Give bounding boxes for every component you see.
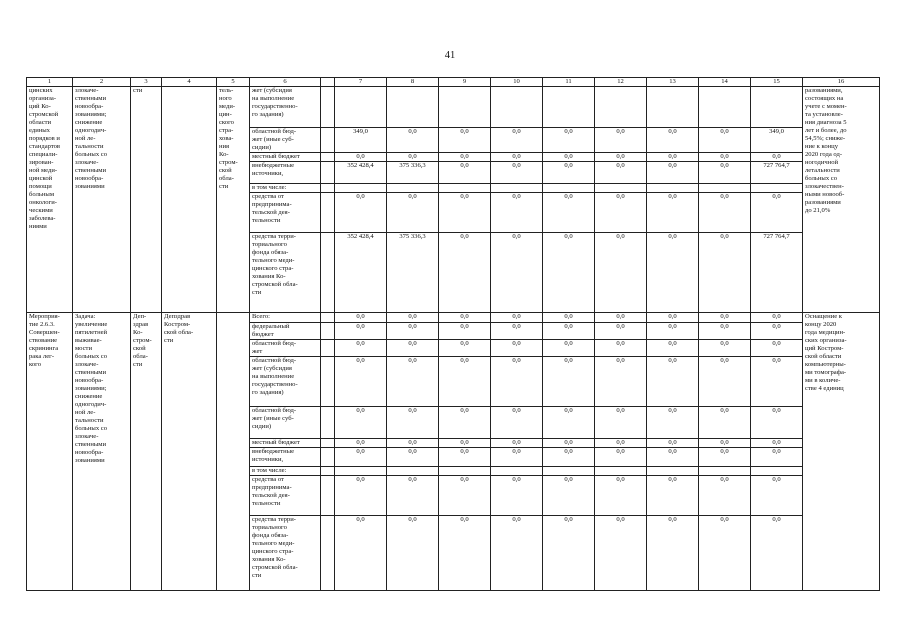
value-cell: 0,0 bbox=[543, 516, 595, 591]
funding-source-label: средства от предпринима- тельской дея- тельности bbox=[250, 193, 321, 233]
value-cell: 0,0 bbox=[699, 193, 751, 233]
value-cell: 0,0 bbox=[491, 340, 543, 357]
value-cell: 0,0 bbox=[543, 233, 595, 313]
value-cell: 0,0 bbox=[335, 516, 387, 591]
value-cell: 0,0 bbox=[543, 476, 595, 516]
value-cell: 0,0 bbox=[335, 340, 387, 357]
column-header-3: 3 bbox=[131, 78, 162, 87]
value-cell bbox=[387, 87, 439, 128]
value-cell bbox=[595, 184, 647, 193]
column-header-9: 8 bbox=[387, 78, 439, 87]
value-cell: 0,0 bbox=[439, 516, 491, 591]
value-cell: 0,0 bbox=[543, 448, 595, 467]
value-cell: 0,0 bbox=[543, 193, 595, 233]
spacer-cell bbox=[321, 323, 335, 340]
value-cell: 0,0 bbox=[647, 233, 699, 313]
value-cell: 0,0 bbox=[491, 516, 543, 591]
value-cell: 375 336,3 bbox=[387, 162, 439, 184]
value-cell: 0,0 bbox=[387, 193, 439, 233]
value-cell: 0,0 bbox=[439, 407, 491, 439]
value-cell: 0,0 bbox=[543, 128, 595, 153]
spacer-cell bbox=[321, 87, 335, 128]
value-cell: 0,0 bbox=[491, 128, 543, 153]
value-cell: 0,0 bbox=[439, 323, 491, 340]
spacer-cell bbox=[321, 467, 335, 476]
value-cell: 0,0 bbox=[647, 407, 699, 439]
value-cell bbox=[491, 87, 543, 128]
value-cell: 0,0 bbox=[543, 323, 595, 340]
program-table bbox=[26, 77, 880, 591]
value-cell: 352 428,4 bbox=[335, 162, 387, 184]
value-cell: 0,0 bbox=[595, 448, 647, 467]
value-cell bbox=[751, 184, 803, 193]
column-header-17: 16 bbox=[803, 78, 880, 87]
value-cell: 0,0 bbox=[751, 193, 803, 233]
table-row bbox=[27, 87, 880, 128]
value-cell: 0,0 bbox=[699, 476, 751, 516]
value-cell: 0,0 bbox=[543, 439, 595, 448]
column-header-8: 7 bbox=[335, 78, 387, 87]
spacer-cell bbox=[321, 516, 335, 591]
value-cell bbox=[647, 467, 699, 476]
value-cell: 0,0 bbox=[543, 162, 595, 184]
value-cell: 0,0 bbox=[439, 153, 491, 162]
value-cell: 0,0 bbox=[647, 193, 699, 233]
value-cell: 0,0 bbox=[647, 153, 699, 162]
spacer-cell bbox=[321, 162, 335, 184]
value-cell: 0,0 bbox=[595, 323, 647, 340]
value-cell: 0,0 bbox=[335, 153, 387, 162]
responsible-executor-cell: сти bbox=[131, 87, 162, 313]
value-cell: 0,0 bbox=[491, 439, 543, 448]
value-cell: 0,0 bbox=[439, 448, 491, 467]
value-cell: 0,0 bbox=[491, 323, 543, 340]
value-cell: 0,0 bbox=[335, 193, 387, 233]
value-cell bbox=[595, 467, 647, 476]
value-cell: 0,0 bbox=[439, 340, 491, 357]
value-cell: 0,0 bbox=[647, 323, 699, 340]
measure-name-cell: цинских организа- ций Ко- стромской области единых порядков и стандартов специали- зирован- ной меди- цинской помощи больным онкологи- ческими заболева- ниями bbox=[27, 87, 73, 313]
value-cell bbox=[751, 87, 803, 128]
funding-source-label: местный бюджет bbox=[250, 153, 321, 162]
value-cell: 0,0 bbox=[439, 313, 491, 323]
value-cell: 0,0 bbox=[439, 357, 491, 407]
value-cell: 0,0 bbox=[387, 407, 439, 439]
value-cell: 0,0 bbox=[387, 340, 439, 357]
value-cell: 0,0 bbox=[387, 516, 439, 591]
task-cell: злокаче- ственными новообра- зованиями; снижение одногодич- ной ле- тальности больных со злокаче- ственными новообра- зованиями bbox=[73, 87, 131, 313]
value-cell: 0,0 bbox=[647, 357, 699, 407]
funding-source-label: средства терри- ториального фонда обяза- тельного меди- цинского стра- хования Ко- стромской обла- сти bbox=[250, 233, 321, 313]
value-cell: 0,0 bbox=[387, 476, 439, 516]
value-cell: 0,0 bbox=[751, 448, 803, 467]
value-cell: 349,0 bbox=[751, 128, 803, 153]
value-cell bbox=[543, 467, 595, 476]
value-cell: 0,0 bbox=[699, 323, 751, 340]
value-cell bbox=[439, 467, 491, 476]
column-header-14: 13 bbox=[647, 78, 699, 87]
value-cell: 0,0 bbox=[595, 407, 647, 439]
spacer-cell bbox=[321, 439, 335, 448]
value-cell: 0,0 bbox=[595, 128, 647, 153]
value-cell: 0,0 bbox=[491, 313, 543, 323]
value-cell: 0,0 bbox=[387, 153, 439, 162]
column-header-5: 5 bbox=[217, 78, 250, 87]
value-cell bbox=[335, 87, 387, 128]
column-header-11: 10 bbox=[491, 78, 543, 87]
participant-cell: тель- ного меди- цин- ского стра- хова- ния Ко- стром- ской обла- сти bbox=[217, 87, 250, 313]
funding-source-label: внебюджетные источники, bbox=[250, 448, 321, 467]
value-cell: 0,0 bbox=[751, 323, 803, 340]
value-cell: 0,0 bbox=[751, 153, 803, 162]
spacer-cell bbox=[321, 184, 335, 193]
value-cell: 0,0 bbox=[491, 233, 543, 313]
value-cell: 0,0 bbox=[699, 448, 751, 467]
value-cell: 0,0 bbox=[699, 357, 751, 407]
value-cell: 0,0 bbox=[699, 516, 751, 591]
value-cell bbox=[699, 184, 751, 193]
spacer-cell bbox=[321, 153, 335, 162]
column-header-16: 15 bbox=[751, 78, 803, 87]
value-cell bbox=[543, 87, 595, 128]
value-cell: 0,0 bbox=[751, 407, 803, 439]
value-cell bbox=[491, 184, 543, 193]
value-cell: 0,0 bbox=[335, 357, 387, 407]
column-header-2: 2 bbox=[73, 78, 131, 87]
value-cell: 0,0 bbox=[699, 340, 751, 357]
co-executor-cell: Депздрав Костром- ской обла- сти bbox=[162, 313, 217, 591]
value-cell bbox=[439, 87, 491, 128]
value-cell: 0,0 bbox=[543, 313, 595, 323]
column-header-13: 12 bbox=[595, 78, 647, 87]
value-cell: 0,0 bbox=[751, 313, 803, 323]
funding-source-label: областной бюд- жет (иные суб- сидии) bbox=[250, 407, 321, 439]
value-cell: 0,0 bbox=[595, 153, 647, 162]
funding-source-label: средства терри- ториального фонда обяза- тельного меди- цинского стра- хования Ко- стромской обла- сти bbox=[250, 516, 321, 591]
value-cell bbox=[647, 87, 699, 128]
value-cell: 0,0 bbox=[647, 128, 699, 153]
value-cell: 0,0 bbox=[543, 357, 595, 407]
value-cell: 0,0 bbox=[491, 476, 543, 516]
column-header-6: 6 bbox=[250, 78, 321, 87]
value-cell: 0,0 bbox=[595, 516, 647, 591]
value-cell bbox=[699, 87, 751, 128]
value-cell bbox=[335, 467, 387, 476]
value-cell: 0,0 bbox=[335, 323, 387, 340]
value-cell: 0,0 bbox=[491, 448, 543, 467]
value-cell: 0,0 bbox=[751, 516, 803, 591]
value-cell: 0,0 bbox=[647, 448, 699, 467]
value-cell: 352 428,4 bbox=[335, 233, 387, 313]
value-cell: 0,0 bbox=[387, 313, 439, 323]
spacer-cell bbox=[321, 357, 335, 407]
spacer-cell bbox=[321, 340, 335, 357]
spacer-cell bbox=[321, 448, 335, 467]
value-cell: 0,0 bbox=[595, 357, 647, 407]
value-cell: 0,0 bbox=[439, 439, 491, 448]
value-cell bbox=[491, 467, 543, 476]
header-row bbox=[27, 78, 880, 87]
funding-source-label: средства от предпринима- тельской дея- тельности bbox=[250, 476, 321, 516]
value-cell: 0,0 bbox=[387, 357, 439, 407]
funding-source-label: областной бюд- жет (субсидия на выполнение государственно- го задания) bbox=[250, 357, 321, 407]
value-cell: 0,0 bbox=[699, 153, 751, 162]
value-cell: 0,0 bbox=[439, 476, 491, 516]
measure-name-cell: Мероприя- тие 2.6.3. Совершен- ствование скрининга рака лег- кого bbox=[27, 313, 73, 591]
value-cell: 0,0 bbox=[439, 193, 491, 233]
value-cell: 0,0 bbox=[647, 162, 699, 184]
value-cell: 0,0 bbox=[595, 193, 647, 233]
value-cell: 375 336,3 bbox=[387, 233, 439, 313]
value-cell: 349,0 bbox=[335, 128, 387, 153]
value-cell: 0,0 bbox=[595, 439, 647, 448]
value-cell: 0,0 bbox=[387, 323, 439, 340]
funding-source-label: областной бюд- жет (иные суб- сидии) bbox=[250, 128, 321, 153]
value-cell: 0,0 bbox=[335, 476, 387, 516]
value-cell: 0,0 bbox=[647, 516, 699, 591]
funding-source-label: в том числе: bbox=[250, 184, 321, 193]
value-cell: 727 764,7 bbox=[751, 162, 803, 184]
column-header-12: 11 bbox=[543, 78, 595, 87]
spacer-cell bbox=[321, 476, 335, 516]
value-cell: 0,0 bbox=[335, 448, 387, 467]
value-cell bbox=[387, 184, 439, 193]
value-cell bbox=[335, 184, 387, 193]
value-cell: 0,0 bbox=[595, 162, 647, 184]
value-cell: 0,0 bbox=[439, 162, 491, 184]
value-cell: 0,0 bbox=[543, 153, 595, 162]
value-cell bbox=[595, 87, 647, 128]
value-cell bbox=[387, 467, 439, 476]
value-cell: 0,0 bbox=[699, 162, 751, 184]
value-cell: 0,0 bbox=[491, 357, 543, 407]
value-cell: 0,0 bbox=[335, 313, 387, 323]
value-cell: 0,0 bbox=[699, 407, 751, 439]
column-header-10: 9 bbox=[439, 78, 491, 87]
value-cell: 0,0 bbox=[491, 407, 543, 439]
responsible-executor-cell: Деп- здрав Ко- стром- ской обла- сти bbox=[131, 313, 162, 591]
value-cell: 0,0 bbox=[751, 357, 803, 407]
value-cell: 0,0 bbox=[543, 407, 595, 439]
value-cell: 0,0 bbox=[699, 313, 751, 323]
value-cell: 0,0 bbox=[647, 340, 699, 357]
value-cell: 0,0 bbox=[543, 340, 595, 357]
value-cell: 0,0 bbox=[595, 476, 647, 516]
column-header-15: 14 bbox=[699, 78, 751, 87]
value-cell: 0,0 bbox=[751, 476, 803, 516]
value-cell: 0,0 bbox=[595, 233, 647, 313]
value-cell: 0,0 bbox=[335, 407, 387, 439]
funding-source-label: федеральный бюджет bbox=[250, 323, 321, 340]
value-cell: 0,0 bbox=[439, 128, 491, 153]
spacer-cell bbox=[321, 233, 335, 313]
value-cell: 0,0 bbox=[439, 233, 491, 313]
funding-source-label: областной бюд- жет bbox=[250, 340, 321, 357]
expected-result-cell: разованиями, состоящих на учете с момен- та установле- ния диагноза 5 лет и более, до 54,5%; сниже- ние к концу 2020 года од- ногодичной летальности больных со злокачествен- ными новооб- разованиями до 21,0% bbox=[803, 87, 880, 313]
funding-source-label: местный бюджет bbox=[250, 439, 321, 448]
funding-source-label: жет (субсидия на выполнение государственно- го задания) bbox=[250, 87, 321, 128]
value-cell bbox=[439, 184, 491, 193]
value-cell: 0,0 bbox=[699, 233, 751, 313]
value-cell: 0,0 bbox=[491, 193, 543, 233]
value-cell: 0,0 bbox=[647, 439, 699, 448]
task-cell: Задача: увеличение пятилетней выживае- мости больных со злокаче- ственными новообра- зованиями; снижение одногодич- ной ле- тальности больных со злокаче- ственными новообра- зованиями bbox=[73, 313, 131, 591]
participant-cell bbox=[217, 313, 250, 591]
spacer-cell bbox=[321, 193, 335, 233]
value-cell: 0,0 bbox=[387, 448, 439, 467]
value-cell: 0,0 bbox=[699, 128, 751, 153]
value-cell: 0,0 bbox=[647, 476, 699, 516]
value-cell: 0,0 bbox=[647, 313, 699, 323]
expected-result-cell: Оснащение к концу 2020 года медицин- ских организа- ций Костром- ской области компьютерны- ми томографа- ми в количе- стве 4 единиц bbox=[803, 313, 880, 591]
column-header-7 bbox=[321, 78, 335, 87]
funding-source-label: в том числе: bbox=[250, 467, 321, 476]
value-cell: 0,0 bbox=[387, 128, 439, 153]
value-cell: 0,0 bbox=[387, 439, 439, 448]
value-cell: 0,0 bbox=[699, 439, 751, 448]
funding-source-label: внебюджетные источники, bbox=[250, 162, 321, 184]
column-header-1: 1 bbox=[27, 78, 73, 87]
value-cell: 0,0 bbox=[491, 153, 543, 162]
value-cell bbox=[699, 467, 751, 476]
co-executor-cell bbox=[162, 87, 217, 313]
spacer-cell bbox=[321, 407, 335, 439]
value-cell: 0,0 bbox=[335, 439, 387, 448]
value-cell bbox=[751, 467, 803, 476]
value-cell: 0,0 bbox=[751, 439, 803, 448]
table-row bbox=[27, 313, 880, 323]
value-cell: 0,0 bbox=[595, 313, 647, 323]
value-cell: 727 764,7 bbox=[751, 233, 803, 313]
value-cell: 0,0 bbox=[491, 162, 543, 184]
value-cell: 0,0 bbox=[751, 340, 803, 357]
value-cell: 0,0 bbox=[595, 340, 647, 357]
column-header-4: 4 bbox=[162, 78, 217, 87]
value-cell bbox=[647, 184, 699, 193]
value-cell bbox=[543, 184, 595, 193]
funding-source-label: Всего: bbox=[250, 313, 321, 323]
spacer-cell bbox=[321, 128, 335, 153]
page-number: 41 bbox=[444, 50, 456, 61]
spacer-cell bbox=[321, 313, 335, 323]
